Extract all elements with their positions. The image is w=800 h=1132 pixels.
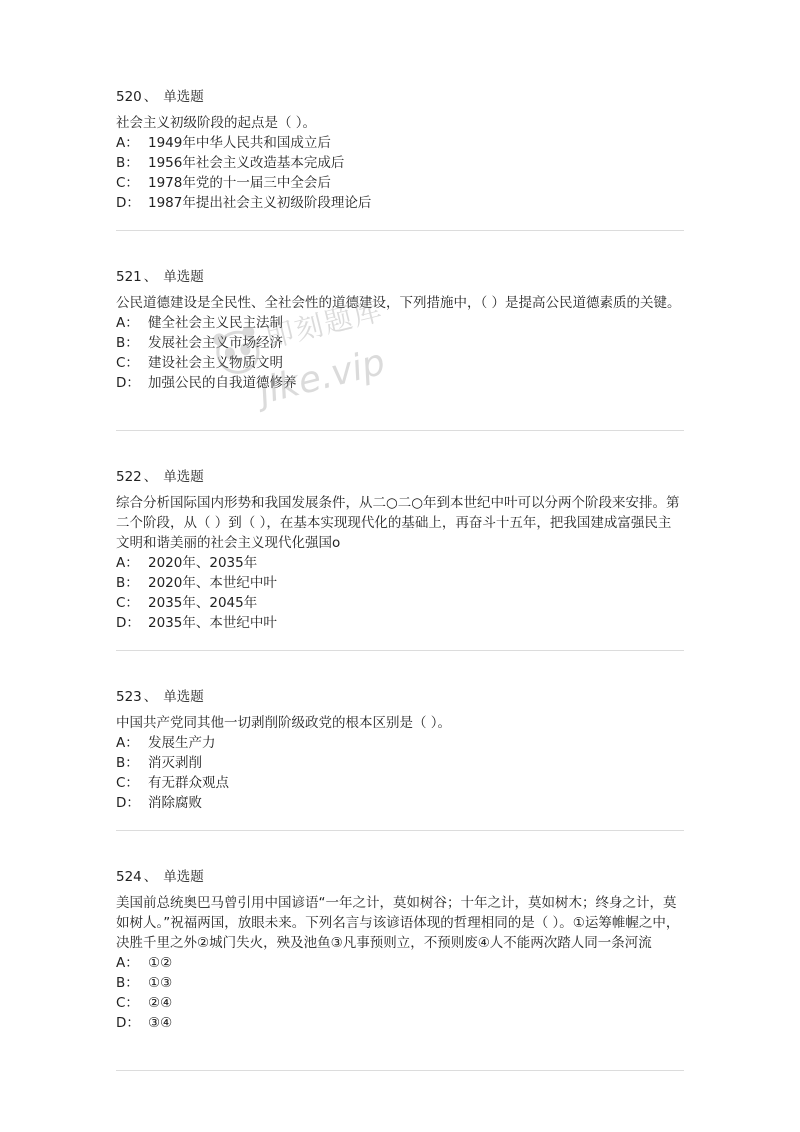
option-letter: D： [116, 795, 140, 811]
option-letter: C： [116, 595, 139, 611]
option-text: 2035年、本世纪中叶 [148, 615, 277, 631]
question-520 [116, 87, 684, 213]
option-letter: C： [116, 775, 139, 791]
option-text: 1978年党的十一届三中全会后 [148, 175, 331, 191]
option-text: 发展社会主义市场经济 [148, 335, 283, 351]
option-text: 2035年、2045年 [148, 595, 258, 611]
question-header [116, 687, 684, 707]
question-divider [116, 650, 684, 651]
option-letter: A： [116, 555, 139, 571]
option-letter: B： [116, 575, 139, 591]
option-b [116, 753, 684, 773]
option-text: 有无群众观点 [148, 775, 229, 791]
question-stem: 中国共产党同其他一切剥削阶级政党的根本区别是（ ）。 [116, 715, 452, 731]
option-text: 2020年、本世纪中叶 [148, 575, 277, 591]
option-letter: B： [116, 155, 139, 171]
question-number: 520 [116, 89, 142, 105]
question-separator: 、 [143, 689, 158, 705]
question-type: 单选题 [163, 869, 204, 885]
option-letter: A： [116, 955, 139, 971]
option-d [116, 373, 684, 393]
option-d [116, 1013, 684, 1033]
question-523 [116, 687, 684, 813]
option-text: 1949年中华人民共和国成立后 [148, 135, 331, 151]
option-text: 1956年社会主义改造基本完成后 [148, 155, 345, 171]
option-text: ③④ [148, 1015, 173, 1031]
question-divider [116, 230, 684, 231]
option-c [116, 593, 684, 613]
option-text: 加强公民的自我道德修养 [148, 375, 297, 391]
watermark-brand: 即刻题库 [262, 293, 387, 355]
option-letter: C： [116, 355, 139, 371]
option-d [116, 613, 684, 633]
question-521 [116, 267, 684, 393]
option-letter: D： [116, 375, 140, 391]
question-522 [116, 467, 684, 633]
option-text: 发展生产力 [148, 735, 216, 751]
option-text: 消灭剥削 [148, 755, 202, 771]
option-a [116, 133, 684, 153]
question-header [116, 467, 684, 487]
option-text: ①② [148, 955, 173, 971]
question-divider [116, 430, 684, 431]
option-b [116, 333, 684, 353]
option-letter: D： [116, 195, 140, 211]
question-type: 单选题 [163, 89, 204, 105]
option-c [116, 993, 684, 1013]
option-letter: A： [116, 315, 139, 331]
option-letter: A： [116, 135, 139, 151]
option-text: 健全社会主义民主法制 [148, 315, 283, 331]
question-divider [116, 1070, 684, 1071]
question-header [116, 867, 684, 887]
option-letter: B： [116, 335, 139, 351]
question-separator: 、 [143, 269, 158, 285]
question-number: 522 [116, 469, 142, 485]
question-number: 521 [116, 269, 142, 285]
question-stem: 美国前总统奥巴马曾引用中国谚语“一年之计，莫如树谷；十年之计，莫如树木；终身之计，莫如树人。”祝福两国，放眼未来。下列名言与该谚语体现的哲理相同的是（ ）。①运筹帷幄之中，决胜千里之外②城门失火，殃及池鱼③凡事预则立，不预则废④人不能两次踏人同一条河流 [116, 895, 680, 951]
option-a [116, 313, 684, 333]
option-c [116, 173, 684, 193]
question-number: 524 [116, 869, 142, 885]
question-separator: 、 [143, 869, 158, 885]
question-stem: 公民道德建设是全民性、全社会性的道德建设，下列措施中，（ ）是提高公民道德素质的关键。 [116, 295, 681, 311]
option-letter: A： [116, 735, 139, 751]
option-text: 2020年、2035年 [148, 555, 258, 571]
option-letter: D： [116, 615, 140, 631]
option-letter: B： [116, 975, 139, 991]
option-d [116, 193, 684, 213]
question-type: 单选题 [163, 689, 204, 705]
option-a [116, 553, 684, 573]
option-c [116, 773, 684, 793]
option-b [116, 573, 684, 593]
question-number: 523 [116, 689, 142, 705]
option-text: ①③ [148, 975, 173, 991]
option-b [116, 153, 684, 173]
option-letter: C： [116, 175, 139, 191]
question-stem: 社会主义初级阶段的起点是（ ）。 [116, 115, 317, 131]
question-header [116, 87, 684, 107]
option-c [116, 353, 684, 373]
option-a [116, 733, 684, 753]
option-text: 消除腐败 [148, 795, 202, 811]
question-524 [116, 867, 684, 1033]
watermark-url: jike.vip [254, 341, 390, 413]
option-b [116, 973, 684, 993]
option-text: 1987年提出社会主义初级阶段理论后 [148, 195, 372, 211]
question-separator: 、 [143, 469, 158, 485]
question-stem: 综合分析国际国内形势和我国发展条件，从二○二○年到本世纪中叶可以分两个阶段来安排。第二个阶段，从（ ）到（ ），在基本实现现代化的基础上，再奋斗十五年，把我国建成富强民主文明和谐美丽的社会主义现代化强国o [116, 495, 680, 551]
question-divider [116, 830, 684, 831]
option-d [116, 793, 684, 813]
option-letter: C： [116, 995, 139, 1011]
question-type: 单选题 [163, 269, 204, 285]
option-text: 建设社会主义物质文明 [148, 355, 283, 371]
question-type: 单选题 [163, 469, 204, 485]
option-letter: D： [116, 1015, 140, 1031]
option-text: ②④ [148, 995, 173, 1011]
question-separator: 、 [143, 89, 158, 105]
option-letter: B： [116, 755, 139, 771]
option-a [116, 953, 684, 973]
question-header [116, 267, 684, 287]
